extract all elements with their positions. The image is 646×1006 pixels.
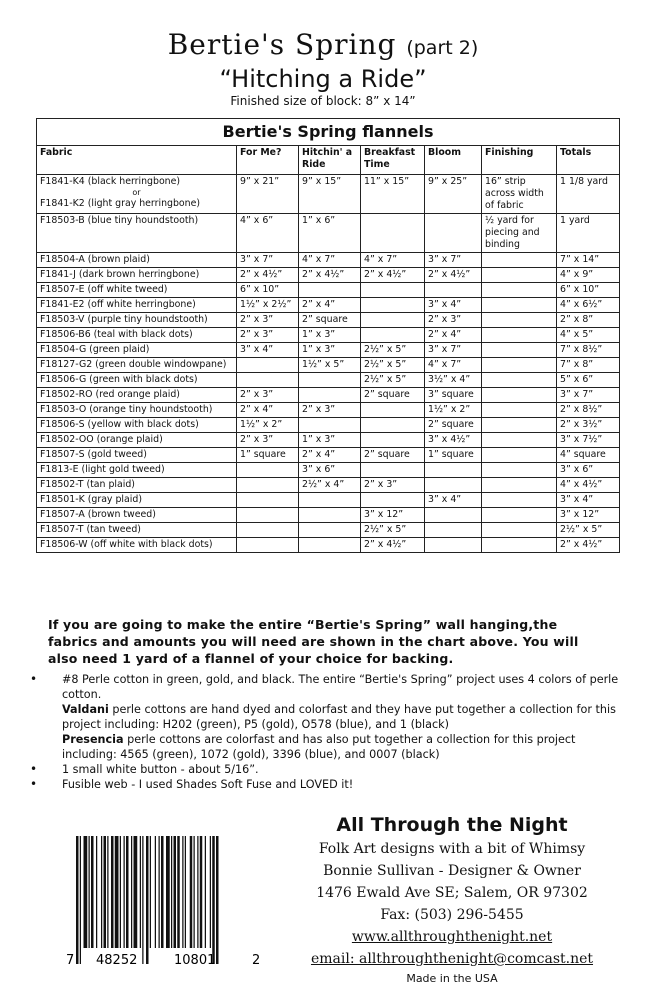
table-cell: 3” x 7” <box>237 253 299 268</box>
table-cell: 4” square <box>557 448 620 463</box>
table-cell <box>482 373 557 388</box>
made-in: Made in the USA <box>406 972 498 985</box>
fabric-cell: F18504-G (green plaid) <box>37 343 237 358</box>
table-cell: 2” x 4½” <box>237 268 299 283</box>
fabric-cell: F1841-E2 (off white herringbone) <box>37 298 237 313</box>
table-cell <box>361 403 425 418</box>
table-cell <box>425 214 482 253</box>
table-cell <box>425 478 482 493</box>
barcode-bar <box>111 836 114 948</box>
table-row <box>37 448 620 463</box>
table-cell: 2½” x 4” <box>299 478 361 493</box>
barcode-bar <box>216 836 219 964</box>
table-cell <box>237 538 299 553</box>
table-row <box>37 214 620 253</box>
barcode-bar <box>140 836 141 948</box>
barcode-graphic <box>66 836 266 968</box>
company-email-link[interactable]: email: allthroughthenight@comcast.net <box>310 951 594 967</box>
brand-name: Presencia <box>62 733 124 746</box>
fabric-cell: F18507-E (off white tweed) <box>37 283 237 298</box>
supply-text: #8 Perle cotton in green, gold, and black. The entire “Bertie's Spring” project uses 4 colors of perle cotton. <box>62 673 619 701</box>
barcode-bar <box>104 836 107 948</box>
company-owner: Bonnie Sullivan - Designer & Owner <box>323 863 581 879</box>
table-row <box>37 388 620 403</box>
fabric-cell: F18503-V (purple tiny houndstooth) <box>37 313 237 328</box>
title-part: (part 2) <box>406 37 479 59</box>
table-cell: 1” square <box>237 448 299 463</box>
table-cell: 16” strip across width of fabric <box>482 175 557 214</box>
table-cell: 2” x 4½” <box>299 268 361 283</box>
table-cell <box>237 358 299 373</box>
barcode-bar <box>107 836 108 948</box>
fabric-cell: F18502-OO (orange plaid) <box>37 433 237 448</box>
bullet-icon: • <box>30 777 38 791</box>
table-cell <box>237 508 299 523</box>
barcode-bar <box>124 836 125 948</box>
barcode-bar <box>182 836 183 948</box>
fabric-cell: F1813-E (light gold tweed) <box>37 463 237 478</box>
fabric-cell: F18503-B (blue tiny houndstooth) <box>37 214 237 253</box>
table-cell: 3” x 7” <box>425 343 482 358</box>
table-cell: 2½” x 5” <box>361 358 425 373</box>
fabric-cell: F18501-K (gray plaid) <box>37 493 237 508</box>
supply-text: 1 small white button - about 5/16”. <box>62 763 259 776</box>
table-cell: 3” x 4” <box>425 298 482 313</box>
table-cell: 3” x 7” <box>425 253 482 268</box>
table-cell: 1” x 3” <box>299 343 361 358</box>
supply-text: Fusible web - I used Shades Soft Fuse and LOVED it! <box>62 778 354 791</box>
table-cell <box>482 403 557 418</box>
table-cell <box>482 448 557 463</box>
table-cell <box>237 373 299 388</box>
table-cell: 1½” x 2” <box>425 403 482 418</box>
table-row <box>37 403 620 418</box>
barcode-bar <box>84 836 88 948</box>
backing-notice: If you are going to make the entire “Bertie's Spring” wall hanging,the fabrics and amounts you will need are shown in the chart above. You will also need 1 yard of a flannel of your choice for backing. <box>48 617 579 666</box>
fabric-cell: F18502-RO (red orange plaid) <box>37 388 237 403</box>
table-cell: 2” square <box>361 448 425 463</box>
barcode <box>66 836 266 968</box>
table-cell <box>361 214 425 253</box>
supply-item <box>30 777 620 792</box>
table-row <box>37 523 620 538</box>
table-row <box>37 538 620 553</box>
table-body <box>37 175 620 553</box>
barcode-digit-1: 7 <box>66 953 75 968</box>
barcode-digit-4: 2 <box>252 953 261 968</box>
table-cell: 4” x 6” <box>237 214 299 253</box>
table-cell: 2½” x 5” <box>361 523 425 538</box>
barcode-bar <box>126 836 129 948</box>
column-header: For Me? <box>237 146 299 175</box>
table-cell: 2½” x 5” <box>557 523 620 538</box>
bullet-icon: • <box>30 672 38 686</box>
fabric-name: F1841-K4 (black herringbone) <box>40 176 181 187</box>
table-cell: 3½” x 4” <box>425 373 482 388</box>
table-cell: 7” x 8” <box>557 358 620 373</box>
table-cell: 2” x 4” <box>299 448 361 463</box>
table-cell: 3” x 4” <box>237 343 299 358</box>
barcode-bar <box>155 836 156 948</box>
table-cell <box>299 508 361 523</box>
table-cell <box>482 388 557 403</box>
barcode-bar <box>205 836 206 948</box>
table-cell <box>299 418 361 433</box>
table-cell <box>237 463 299 478</box>
barcode-bar <box>134 836 138 948</box>
table-cell: 11” x 15” <box>361 175 425 214</box>
table-cell: 2” x 3” <box>237 328 299 343</box>
table-cell: 2” x 3” <box>237 313 299 328</box>
fabric-cell: F1841-J (dark brown herringbone) <box>37 268 237 283</box>
company-fax: Fax: (503) 296-5455 <box>380 907 524 923</box>
table-cell <box>425 463 482 478</box>
barcode-bar <box>159 836 160 948</box>
table-cell: 1” x 6” <box>299 214 361 253</box>
table-cell <box>361 418 425 433</box>
table-cell: 2” square <box>299 313 361 328</box>
table-cell: ½ yard for piecing and binding <box>482 214 557 253</box>
fabric-table-wrap <box>36 118 619 553</box>
barcode-bar <box>101 836 102 948</box>
table-row <box>37 463 620 478</box>
table-cell <box>482 538 557 553</box>
table-row <box>37 478 620 493</box>
table-cell: 2” x 3” <box>237 433 299 448</box>
table-cell: 2” x 3” <box>361 478 425 493</box>
table-cell: 3” square <box>425 388 482 403</box>
table-cell: 2” x 4½” <box>361 268 425 283</box>
fabric-cell: F18506-G (green with black dots) <box>37 373 237 388</box>
barcode-bar <box>80 836 81 964</box>
table-cell: 3” x 4” <box>425 493 482 508</box>
barcode-bar <box>76 836 79 964</box>
table-cell <box>425 508 482 523</box>
finished-size: Finished size of block: 8” x 14” <box>230 94 416 108</box>
table-cell: 4” x 9” <box>557 268 620 283</box>
table-cell: 4” x 6½” <box>557 298 620 313</box>
table-cell: 5” x 6” <box>557 373 620 388</box>
subnote-text: perle cottons are hand dyed and colorfast and they have put together a collection for this project including: H202 (green), P5 (gold), O578 (blue), and 1 (black) <box>62 703 616 731</box>
table-cell: 2” x 3” <box>237 388 299 403</box>
table-cell: 3” x 7” <box>557 388 620 403</box>
barcode-bar <box>174 836 177 948</box>
table-cell <box>361 283 425 298</box>
bullet-icon: • <box>30 762 38 776</box>
table-cell <box>482 283 557 298</box>
table-cell <box>361 298 425 313</box>
table-cell <box>361 433 425 448</box>
barcode-bar <box>166 836 170 948</box>
table-cell <box>425 283 482 298</box>
table-cell <box>482 418 557 433</box>
barcode-bar <box>120 836 121 948</box>
supply-subnote <box>62 702 620 732</box>
barcode-bar <box>131 836 132 948</box>
fabric-cell: F18503-O (orange tiny houndstooth) <box>37 403 237 418</box>
column-header: Hitchin' a Ride <box>299 146 361 175</box>
table-cell <box>361 493 425 508</box>
table-row <box>37 373 620 388</box>
supply-item <box>30 672 620 762</box>
table-cell: 2½” x 5” <box>361 343 425 358</box>
fabric-cell: F18506-W (off white with black dots) <box>37 538 237 553</box>
table-cell <box>482 493 557 508</box>
table-row <box>37 433 620 448</box>
table-row <box>37 328 620 343</box>
pattern-title <box>0 28 646 65</box>
fabric-cell: F18507-S (gold tweed) <box>37 448 237 463</box>
company-info <box>282 812 622 988</box>
barcode-bar <box>142 836 143 964</box>
barcode-bar <box>96 836 97 948</box>
fabric-cell <box>37 175 237 214</box>
table-row <box>37 343 620 358</box>
table-cell: 4” x 4½” <box>557 478 620 493</box>
table-cell <box>482 343 557 358</box>
fabric-cell: F18506-B6 (teal with black dots) <box>37 328 237 343</box>
brand-name: Valdani <box>62 703 109 716</box>
table-cell <box>482 478 557 493</box>
table-cell <box>361 463 425 478</box>
table-caption: Bertie's Spring flannels <box>37 119 620 146</box>
table-cell: 2” x 4½” <box>557 538 620 553</box>
table-cell <box>361 328 425 343</box>
fabric-cell: F18127-G2 (green double windowpane) <box>37 358 237 373</box>
fabric-cell: F18506-S (yellow with black dots) <box>37 418 237 433</box>
table-cell <box>237 493 299 508</box>
barcode-bar <box>171 836 172 948</box>
title-main: Bertie's Spring <box>167 28 397 61</box>
barcode-bar <box>161 836 164 948</box>
supplies-list <box>30 672 620 792</box>
table-cell <box>482 313 557 328</box>
table-cell: 2” x 4” <box>299 298 361 313</box>
barcode-bar <box>89 836 90 948</box>
fabric-alt-name: F1841-K2 (light gray herringbone) <box>40 198 201 209</box>
barcode-bar <box>190 836 193 948</box>
barcode-bar <box>150 836 151 948</box>
barcode-bar <box>197 836 198 948</box>
table-cell: 3” x 6” <box>557 463 620 478</box>
company-website-link[interactable]: www.allthroughthenight.net <box>351 929 553 945</box>
barcode-bar <box>194 836 195 948</box>
table-cell: 7” x 8½” <box>557 343 620 358</box>
table-cell: 1” x 3” <box>299 328 361 343</box>
table-cell: 1 1/8 yard <box>557 175 620 214</box>
table-cell: 2” x 3” <box>299 403 361 418</box>
table-row <box>37 493 620 508</box>
table-cell: 3” x 4½” <box>425 433 482 448</box>
fabric-cell: F18504-A (brown plaid) <box>37 253 237 268</box>
barcode-bar <box>210 836 211 948</box>
supply-subnote <box>62 732 620 762</box>
table-cell <box>299 523 361 538</box>
table-cell: 9” x 15” <box>299 175 361 214</box>
table-cell: 1” square <box>425 448 482 463</box>
barcode-bar <box>115 836 119 948</box>
table-cell: 2” x 4½” <box>425 268 482 283</box>
table-row <box>37 508 620 523</box>
table-cell: 2” x 8” <box>557 313 620 328</box>
table-cell: 4” x 7” <box>299 253 361 268</box>
column-header: Bloom <box>425 146 482 175</box>
table-cell: 9” x 25” <box>425 175 482 214</box>
table-cell <box>425 523 482 538</box>
table-cell <box>482 298 557 313</box>
table-cell <box>237 478 299 493</box>
table-cell: 1” x 3” <box>299 433 361 448</box>
table-cell: 7” x 14” <box>557 253 620 268</box>
table-row <box>37 283 620 298</box>
table-cell <box>482 253 557 268</box>
table-cell: 2” square <box>361 388 425 403</box>
table-cell: 3” x 4” <box>557 493 620 508</box>
table-cell: 2” x 3½” <box>557 418 620 433</box>
table-cell: 2” x 3” <box>425 313 482 328</box>
company-name: All Through the Night <box>336 814 568 836</box>
table-row <box>37 418 620 433</box>
barcode-digit-3: 10801 <box>174 953 216 968</box>
supply-item <box>30 762 620 777</box>
table-cell <box>361 313 425 328</box>
table-cell <box>299 283 361 298</box>
table-header-row <box>37 146 620 175</box>
table-cell: 2” x 4” <box>425 328 482 343</box>
table-cell: 4” x 7” <box>425 358 482 373</box>
fabric-table <box>36 118 620 553</box>
table-row <box>37 268 620 283</box>
table-cell: 2” x 8½” <box>557 403 620 418</box>
barcode-bar <box>177 836 180 948</box>
table-cell: 6” x 10” <box>557 283 620 298</box>
table-cell <box>299 388 361 403</box>
table-cell <box>482 523 557 538</box>
table-cell: 2½” x 5” <box>361 373 425 388</box>
table-row <box>37 253 620 268</box>
subnote-text: perle cottons are colorfast and has also put together a collection for this project including: 4565 (green), 1072 (gold), 3396 (blue), and 0007 (black) <box>62 733 576 761</box>
table-cell <box>299 538 361 553</box>
column-header: Fabric <box>37 146 237 175</box>
table-cell: 1½” x 2” <box>237 418 299 433</box>
table-cell: 4” x 5” <box>557 328 620 343</box>
table-cell: 1½” x 2½” <box>237 298 299 313</box>
table-cell <box>482 328 557 343</box>
table-cell <box>299 373 361 388</box>
title-block <box>0 28 646 108</box>
column-header: Breakfast Time <box>361 146 425 175</box>
table-cell: 4” x 7” <box>361 253 425 268</box>
table-cell: 2” x 4” <box>237 403 299 418</box>
barcode-bar <box>91 836 94 948</box>
fabric-or: or <box>132 188 141 197</box>
fabric-cell: F18507-A (brown tweed) <box>37 508 237 523</box>
table-cell <box>237 523 299 538</box>
company-tagline: Folk Art designs with a bit of Whimsy <box>318 841 586 857</box>
barcode-bar <box>200 836 203 948</box>
table-row <box>37 298 620 313</box>
table-cell <box>482 268 557 283</box>
table-cell <box>482 508 557 523</box>
table-cell <box>299 493 361 508</box>
table-cell: 3” x 6” <box>299 463 361 478</box>
barcode-digit-2: 48252 <box>96 953 138 968</box>
table-cell <box>425 538 482 553</box>
table-cell: 6” x 10” <box>237 283 299 298</box>
table-row <box>37 313 620 328</box>
column-header: Totals <box>557 146 620 175</box>
fabric-cell: F18507-T (tan tweed) <box>37 523 237 538</box>
table-cell: 3” x 12” <box>361 508 425 523</box>
table-cell: 2” x 4½” <box>361 538 425 553</box>
table-row <box>37 175 620 214</box>
table-cell <box>482 433 557 448</box>
table-cell: 3” x 7½” <box>557 433 620 448</box>
barcode-bar <box>185 836 186 948</box>
table-cell <box>482 358 557 373</box>
column-header: Finishing <box>482 146 557 175</box>
table-cell: 3” x 12” <box>557 508 620 523</box>
table-row <box>37 358 620 373</box>
table-cell: 1½” x 5” <box>299 358 361 373</box>
block-subtitle: “Hitching a Ride” <box>219 65 427 93</box>
table-cell: 9” x 21” <box>237 175 299 214</box>
table-cell: 2” square <box>425 418 482 433</box>
fabric-cell: F18502-T (tan plaid) <box>37 478 237 493</box>
barcode-bar <box>212 836 215 964</box>
barcode-bar <box>146 836 149 964</box>
table-cell <box>482 463 557 478</box>
table-cell: 1 yard <box>557 214 620 253</box>
company-address: 1476 Ewald Ave SE; Salem, OR 97302 <box>316 885 588 901</box>
